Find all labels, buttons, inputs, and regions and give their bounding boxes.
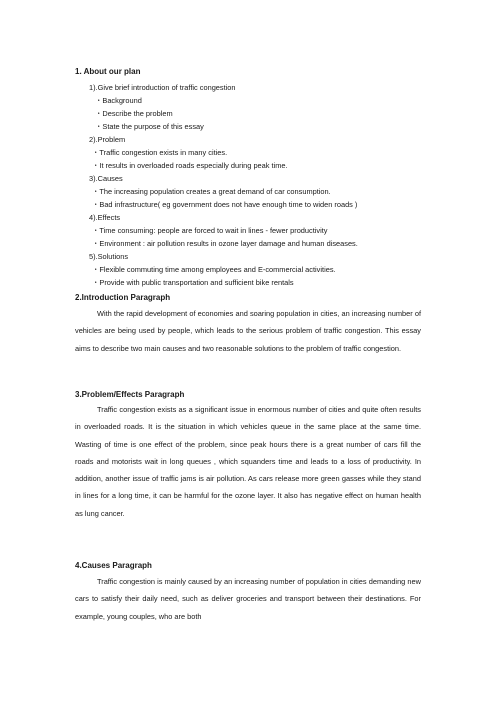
introduction-paragraph: With the rapid development of economies and soaring population in cities, an increasing number of vehicles are being used by people, which leads to the serious problem of traffic congestion. This essay aims to describe two main causes and two reasonable solutions to the problem of traffic congestion. (75, 309, 421, 353)
plan-item: 3).Causes (89, 174, 123, 183)
problem-effects-paragraph: Traffic congestion exists as a significant issue in enormous number of cities and quite often results in overloaded roads. It is the situation in which vehicles queue in the same place at the same time. Wasting of time is one effect of the problem, since peak hours there is a great number of cars fill the roads and motorists wait in long queues , which squanders time and leads to a loss of productivity. In addition, another issue of traffic jams is air pollution. As cars release more green gasses while they stand in lines for a long time, it can be harmful for the ozone layer. It also has negative effect on human health as lung cancer. (75, 405, 421, 518)
plan-bullet: ・State the purpose of this essay (95, 122, 204, 131)
plan-bullet: ・Environment : air pollution results in ozone layer damage and human diseases. (92, 239, 358, 248)
plan-bullet: ・Describe the problem (95, 109, 173, 118)
section-heading-problem-effects: 3.Problem/Effects Paragraph (75, 390, 185, 399)
plan-bullet: ・Provide with public transportation and sufficient bike rentals (92, 278, 294, 287)
plan-bullet: ・The increasing population creates a great demand of car consumption. (92, 187, 331, 196)
plan-bullet: ・Bad infrastructure( eg government does not have enough time to widen roads ) (92, 200, 358, 209)
plan-bullet: ・Traffic congestion exists in many cities. (92, 148, 228, 157)
plan-item: 4).Effects (89, 213, 121, 222)
plan-bullet: ・It results in overloaded roads especially during peak time. (92, 161, 288, 170)
causes-paragraph: Traffic congestion is mainly caused by an increasing number of population in cities demanding new cars to satisfy their daily need, such as deliver groceries and transport between their destinations. For example, young couples, who are both (75, 577, 421, 621)
plan-bullet: ・Background (95, 96, 142, 105)
plan-item: 2).Problem (89, 135, 126, 144)
plan-item: 1).Give brief introduction of traffic congestion (89, 83, 236, 92)
plan-bullet: ・Flexible commuting time among employees and E-commercial activities. (92, 265, 336, 274)
plan-item: 5).Solutions (89, 252, 129, 261)
plan-bullet: ・Time consuming: people are forced to wait in lines - fewer productivity (92, 226, 328, 235)
section-heading-introduction: 2.Introduction Paragraph (75, 293, 171, 302)
section-heading-plan: 1. About our plan (75, 67, 141, 76)
section-heading-causes: 4.Causes Paragraph (75, 561, 152, 570)
